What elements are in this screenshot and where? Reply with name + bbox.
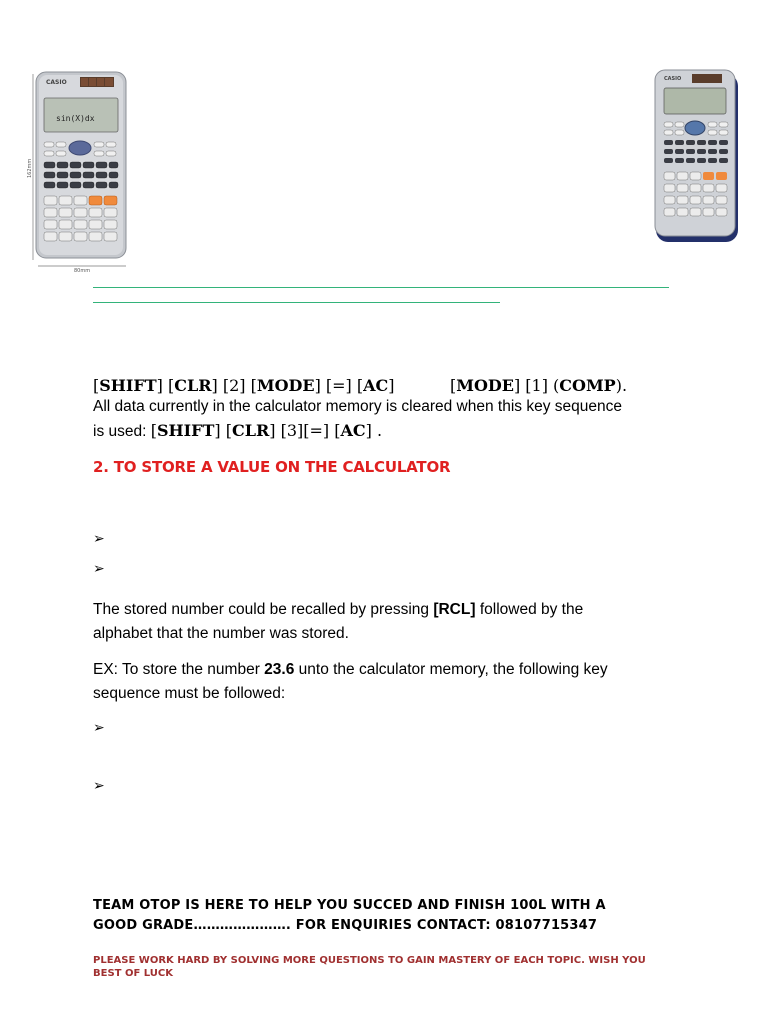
recall-paragraph: The stored number could be recalled by pressing [RCL] followed by the alphabet that the number was stored.	[93, 601, 584, 642]
clear-memory-paragraph	[93, 395, 693, 444]
key-sequence-reset: [SHIFT] [CLR] [2] [MODE] [=] [AC]	[93, 376, 395, 395]
height-dimension: 162mm	[27, 158, 33, 178]
bullet-3: ➢	[93, 720, 105, 736]
clear-memory-line1: All data currently in the calculator memory is cleared when this key sequence	[93, 398, 622, 415]
section-heading-store-value: 2. TO STORE A VALUE ON THE CALCULATOR	[93, 458, 451, 476]
clear-memory-line2: is used: [SHIFT] [CLR] [3][=] [AC] .	[93, 421, 383, 440]
example-paragraph: EX: To store the number 23.6 unto the calculator memory, the following key sequence must be followed:	[93, 661, 608, 702]
bullet-4: ➢	[93, 778, 105, 794]
calculator-image-left	[28, 68, 132, 273]
calculator-image-right	[652, 68, 742, 244]
svg-text:sin(X)dx: sin(X)dx	[56, 114, 95, 123]
green-rule-2	[93, 302, 500, 303]
bullet-2: ➢	[93, 561, 105, 577]
key-sequence-comp: [MODE] [1] (COMP).	[450, 376, 628, 395]
footer-note: PLEASE WORK HARD BY SOLVING MORE QUESTIONS TO GAIN MASTERY OF EACH TOPIC. WISH YOU BEST OF LUCK	[93, 955, 646, 979]
width-dimension: 80mm	[74, 268, 91, 274]
footer-promo: TEAM OTOP IS HERE TO HELP YOU SUCCED AND FINISH 100L WITH A GOOD GRADE…………………. FOR ENQUIRIES CONTACT: 08107715347	[93, 898, 606, 933]
bullet-1: ➢	[93, 531, 105, 547]
green-rule-1	[93, 287, 669, 288]
svg-text:CASIO: CASIO	[664, 76, 682, 82]
svg-text:CASIO: CASIO	[46, 79, 67, 86]
